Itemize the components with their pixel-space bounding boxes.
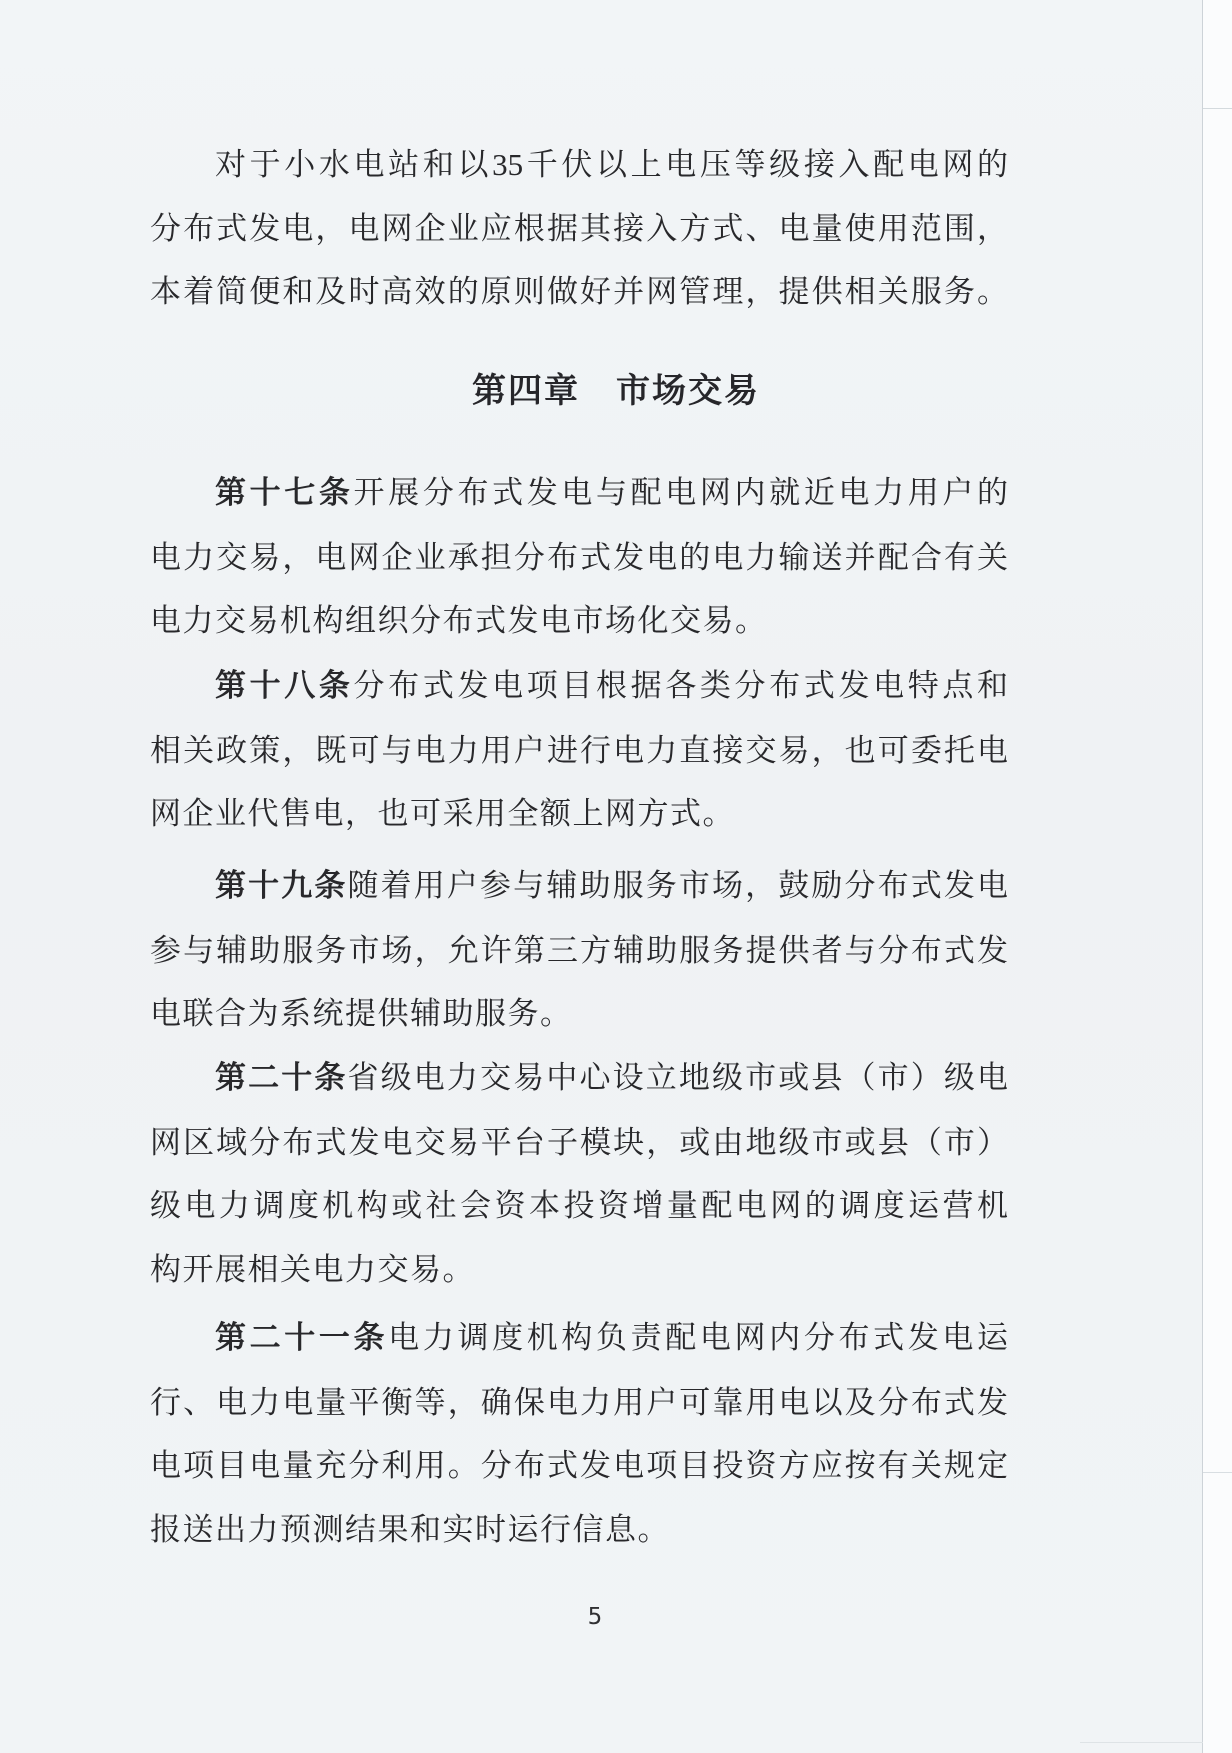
scan-edge-horizontal-line-bottom: [1080, 1742, 1203, 1743]
chapter-heading: 第四章 市场交易: [472, 371, 760, 411]
article-number-bold: 第十九条: [215, 868, 348, 904]
text-line: 电力交易，电网企业承担分布式发电的电力输送并配合有关: [150, 539, 1008, 575]
article-number-bold: 第二十一条: [215, 1320, 389, 1356]
text-line: 对于小水电站和以35千伏以上电压等级接入配电网的: [215, 147, 1008, 182]
text-line: 本着简便和及时高效的原则做好并网管理，提供相关服务。: [150, 274, 1008, 309]
text-line: [150, 461, 1008, 526]
text-line: 电项目电量充分利用。分布式发电项目投资方应按有关规定: [150, 1448, 1008, 1483]
scan-edge-horizontal-line-middle: [1203, 1472, 1232, 1473]
text-line: [150, 1306, 1008, 1371]
text-line: 电力交易机构组织分布式发电市场化交易。: [150, 603, 768, 638]
text-run: 电力调度机构负责配电网内分布式发电运: [388, 1320, 1009, 1355]
text-run: 分布式发电项目根据各类分布式发电特点和: [353, 668, 1008, 703]
text-line: 相关政策，既可与电力用户进行电力直接交易，也可委托电: [150, 732, 1008, 768]
scan-edge-horizontal-line-top: [1203, 108, 1232, 109]
article-18-paragraph: [150, 654, 1008, 846]
text-line: 级电力调度机构或社会资本投资增量配电网的调度运营机: [150, 1188, 1008, 1223]
text-line: 报送出力预测结果和实时运行信息。: [150, 1511, 670, 1547]
text-run: 开展分布式发电与配电网内就近电力用户的: [353, 475, 1008, 510]
text-line: [150, 854, 1008, 919]
text-line: 分布式发电，电网企业应根据其接入方式、电量使用范围，: [150, 210, 1008, 246]
article-number-bold: 第二十条: [215, 1060, 348, 1096]
text-line: [150, 1046, 1008, 1111]
text-line: 电联合为系统提供辅助服务。: [150, 996, 573, 1031]
article-number-bold: 第十七条: [215, 475, 354, 511]
article-17-paragraph: [150, 461, 1008, 653]
article-19-paragraph: [150, 854, 1008, 1046]
text-run: 省级电力交易中心设立地级市或县（市）级电: [347, 1060, 1009, 1095]
text-run: 随着用户参与辅助服务市场，鼓励分布式发电: [347, 868, 1009, 903]
text-line: 构开展相关电力交易。: [150, 1251, 475, 1287]
text-line: 行、电力电量平衡等，确保电力用户可靠用电以及分布式发: [150, 1384, 1008, 1420]
text-line: 参与辅助服务市场，允许第三方辅助服务提供者与分布式发: [150, 932, 1008, 968]
intro-paragraph: [150, 133, 1008, 324]
article-20-paragraph: [150, 1046, 1008, 1301]
text-line: 网企业代售电，也可采用全额上网方式。: [150, 796, 735, 831]
article-number-bold: 第十八条: [215, 668, 354, 704]
scan-edge-strip: [1202, 0, 1232, 1753]
article-21-paragraph: [150, 1306, 1008, 1561]
page-number: 5: [587, 1604, 603, 1630]
text-line: [150, 654, 1008, 719]
text-line: 网区域分布式发电交易平台子模块，或由地级市或县（市）: [150, 1124, 1008, 1160]
